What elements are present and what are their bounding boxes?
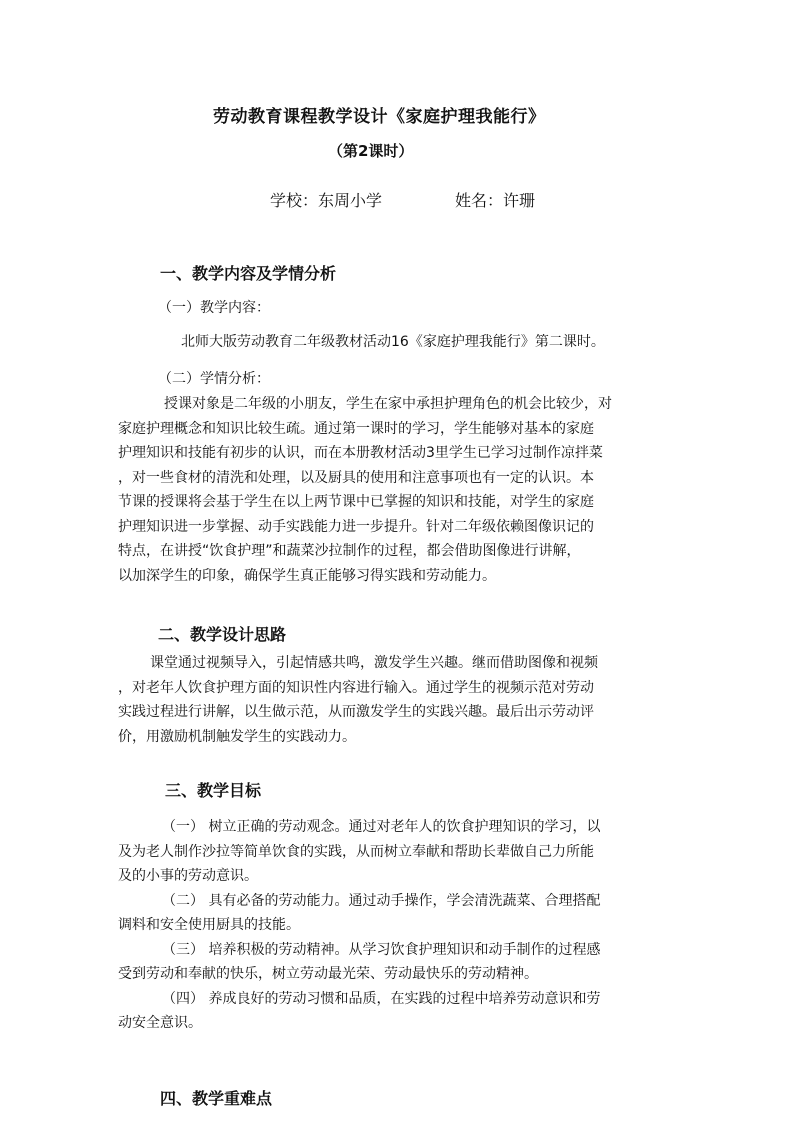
- objective-line: （二） 具有必备的劳动能力。通过动手操作，学会清洗蔬菜、合理搭配: [162, 892, 601, 909]
- paragraph-line: 节课的授课将会基于学生在以上两节课中已掌握的知识和技能，对学生的家庭: [118, 494, 594, 510]
- school-info: 学校：东周小学: [270, 191, 383, 210]
- paragraph-line: 价，用激励机制触发学生的实践动力。: [118, 728, 356, 745]
- paragraph-line: ，对老年人饮食护理方面的知识性内容进行输入。通过学生的视频示范对劳动: [118, 679, 594, 696]
- paragraph-line: ，对一些食材的清洗和处理，以及厨具的使用和注意事项也有一定的认识。本: [118, 469, 594, 486]
- paragraph-line: 以加深学生的印象，确保学生真正能够习得实践和劳动能力。: [118, 567, 496, 584]
- paragraph-line: 家庭护理概念和知识比较生疏。通过第一课时的学习，学生能够对基本的家庭: [118, 420, 594, 437]
- design-paragraph: [118, 651, 680, 749]
- analysis-paragraph: [118, 392, 680, 588]
- author-info: 姓名：许珊: [455, 191, 536, 210]
- content-label: （一）教学内容：: [158, 300, 270, 316]
- section-heading-2: 二、教学设计思路: [158, 625, 287, 644]
- objective-line: （一） 树立正确的劳动观念。通过对老年人的饮食护理知识的学习，以: [162, 819, 601, 835]
- analysis-label: （二）学情分析：: [158, 371, 270, 387]
- paragraph-line: 实践过程进行讲解，以生做示范，从而激发学生的实践兴趣。最后出示劳动评: [118, 704, 594, 720]
- objective-line: 调料和安全使用厨具的技能。: [118, 917, 300, 933]
- paragraph-line: 课堂通过视频导入，引起情感共鸣，激发学生兴趣。继而借助图像和视频: [150, 655, 598, 671]
- content-text: 北师大版劳动教育二年级教材活动16《家庭护理我能行》第二课时。: [181, 334, 605, 350]
- objective-line: 及的小事的劳动意识。: [118, 868, 258, 884]
- objectives-paragraph: [118, 815, 680, 1036]
- section-heading-4: 四、教学重难点: [160, 1089, 273, 1108]
- section-heading-3: 三、教学目标: [165, 781, 262, 800]
- objective-line: （四） 养成良好的劳动习惯和品质，在实践的过程中培养劳动意识和劳: [162, 990, 601, 1007]
- objective-line: 及为老人制作沙拉等简单饮食的实践，从而树立奉献和帮助长辈做自己力所能: [118, 843, 594, 860]
- paragraph-line: 特点，在讲授“饮食护理”和蔬菜沙拉制作的过程，都会借助图像进行讲解，: [118, 543, 581, 559]
- document-subtitle: （第2课时）: [328, 142, 414, 160]
- objective-line: 受到劳动和奉献的快乐，树立劳动最光荣、劳动最快乐的劳动精神。: [118, 966, 538, 982]
- paragraph-line: 护理知识和技能有初步的认识，而在本册教材活动3里学生已学习过制作凉拌菜: [118, 445, 603, 461]
- document-title: 劳动教育课程教学设计《家庭护理我能行》: [213, 107, 546, 127]
- paragraph-line: 护理知识进一步掌握、动手实践能力进一步提升。针对二年级依赖图像识记的: [118, 518, 594, 535]
- paragraph-line: 授课对象是二年级的小朋友，学生在家中承担护理角色的机会比较少，对: [164, 396, 612, 412]
- objective-line: （三） 培养积极的劳动精神。从学习饮食护理知识和动手制作的过程感: [162, 941, 601, 958]
- section-heading-1: 一、教学内容及学情分析: [160, 264, 337, 283]
- objective-line: 动安全意识。: [118, 1015, 202, 1031]
